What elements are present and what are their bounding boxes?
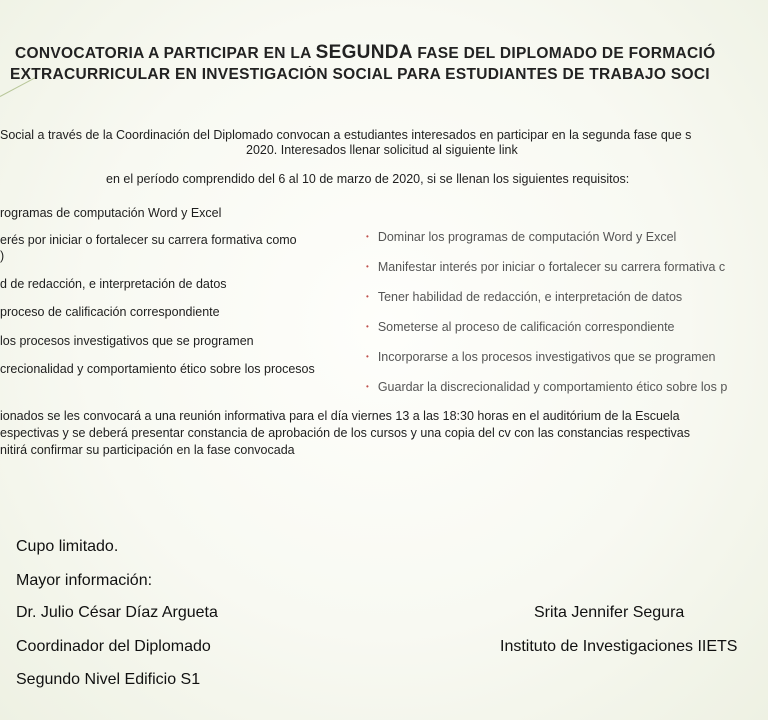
right-requirement-text: Dominar los programas de computación Word y Excel bbox=[377, 230, 677, 244]
contact-1-name: Dr. Julio César Díaz Argueta bbox=[16, 604, 218, 621]
right-requirement-text: Someterse al proceso de calificación correspondiente bbox=[377, 320, 675, 334]
left-requirement-6: crecionalidad y comportamiento ético sobre los procesos bbox=[0, 362, 315, 376]
left-requirement-1: rogramas de computación Word y Excel bbox=[0, 206, 222, 220]
right-requirement-text: Incorporarse a los procesos investigativos que se programen bbox=[377, 350, 716, 364]
bullet-icon: • bbox=[366, 262, 369, 271]
contact-1-role: Coordinador del Diplomado bbox=[16, 638, 211, 655]
notice-line-1: ionados se les convocará a una reunión informativa para el día viernes 13 a las 18:30 horas en el auditórium de la Escuela bbox=[0, 409, 680, 423]
right-requirement-1 bbox=[366, 230, 676, 244]
bullet-icon: • bbox=[366, 322, 369, 331]
right-requirement-4 bbox=[366, 320, 675, 334]
right-requirement-6 bbox=[366, 380, 727, 394]
bullet-icon: • bbox=[366, 382, 369, 391]
notice-line-3: nitirá confirmar su participación en la fase convocada bbox=[0, 443, 295, 457]
title-text-post: FASE DEL DIPLOMADO DE FORMACIÓ bbox=[412, 45, 716, 62]
left-requirement-3: d de redacción, e interpretación de datos bbox=[0, 277, 227, 291]
cupo-limitado: Cupo limitado. bbox=[16, 538, 119, 555]
intro-line-2: 2020. Interesados llenar solicitud al siguiente link bbox=[246, 143, 518, 157]
left-requirement-2-cont: ) bbox=[0, 249, 5, 263]
bullet-icon: • bbox=[366, 352, 369, 361]
title-line-1 bbox=[0, 42, 768, 64]
mayor-informacion: Mayor información: bbox=[16, 572, 153, 589]
title-emphasis: SEGUNDA bbox=[315, 42, 413, 63]
title-text-pre: CONVOCATORIA A PARTICIPAR EN LA bbox=[15, 45, 316, 62]
contact-2-name: Srita Jennifer Segura bbox=[534, 604, 685, 621]
right-requirement-text: Guardar la discrecionalidad y comportamiento ético sobre los p bbox=[377, 380, 728, 394]
contact-2-org: Instituto de Investigaciones IIETS bbox=[500, 638, 738, 655]
right-requirement-3 bbox=[366, 290, 682, 304]
title-line-2: EXTRACURRICULAR EN INVESTIGACIÓN SOCIAL PARA ESTUDIANTES DE TRABAJO SOCI bbox=[10, 66, 710, 83]
bullet-icon: • bbox=[366, 292, 369, 301]
right-requirement-text: Manifestar interés por iniciar o fortalecer su carrera formativa c bbox=[377, 260, 726, 274]
intro-line-1: Social a través de la Coordinación del Diplomado convocan a estudiantes interesados en participar en la segunda fase que s bbox=[0, 128, 692, 142]
left-requirement-5: los procesos investigativos que se programen bbox=[0, 334, 254, 348]
notice-line-2: espectivas y se deberá presentar constancia de aprobación de los cursos y una copia del cv con las constancias respectivas bbox=[0, 426, 690, 440]
intro-line-3: en el período comprendido del 6 al 10 de marzo de 2020, si se llenan los siguientes requisitos: bbox=[106, 172, 630, 186]
right-requirement-5 bbox=[366, 350, 716, 364]
right-requirement-text: Tener habilidad de redacción, e interpretación de datos bbox=[377, 290, 683, 304]
left-requirement-4: proceso de calificación correspondiente bbox=[0, 305, 220, 319]
left-requirement-2: erés por iniciar o fortalecer su carrera formativa como bbox=[0, 233, 297, 247]
right-requirement-2 bbox=[366, 260, 725, 274]
bullet-icon: • bbox=[366, 232, 369, 241]
contact-1-location: Segundo Nivel Edificio S1 bbox=[16, 671, 201, 688]
